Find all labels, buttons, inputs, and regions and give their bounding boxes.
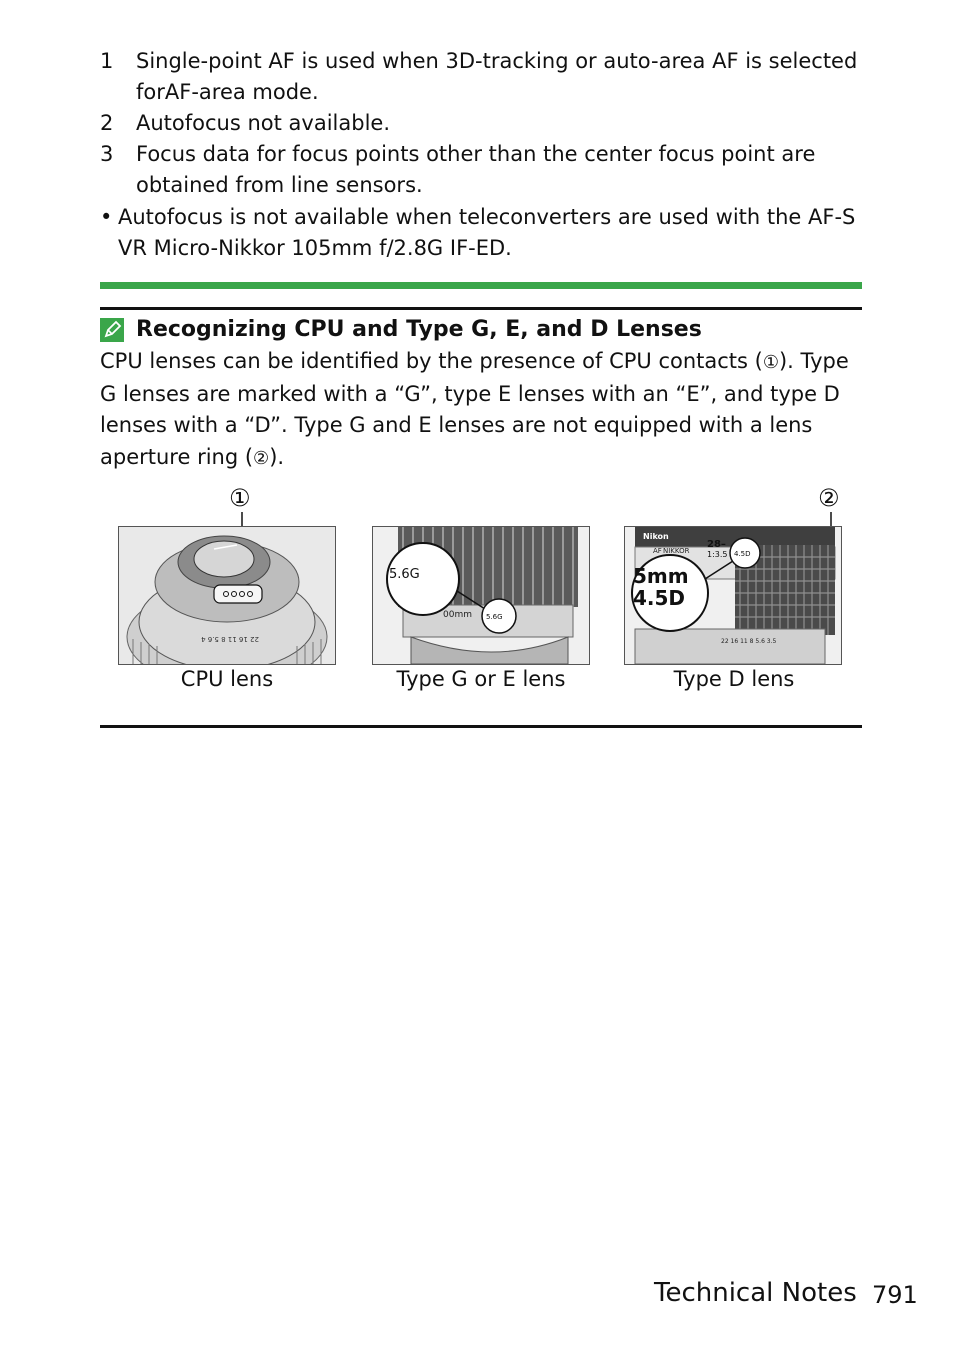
- type-g-lens-image: [372, 526, 590, 665]
- cpu-lens-image: [118, 526, 336, 665]
- caption-type-d-lens: Type D lens: [673, 667, 795, 691]
- page-number: 791: [872, 1281, 918, 1309]
- note-text-part: ). Type G lenses are marked with a “G”, type E lenses with an “E”, and type D lenses with a “D”. Type G and E lenses are not equipped with a lens aperture ring (: [100, 349, 849, 469]
- cpu-contacts-marker: ①: [762, 352, 779, 373]
- note-text-part: CPU lenses can be identified by the presence of CPU contacts (: [100, 349, 763, 373]
- type-d-series-af: AF: [653, 547, 662, 555]
- type-d-aperture-scale: 22 16 11 8 5.6 3.5: [721, 638, 777, 645]
- footer-section-title: Technical Notes: [654, 1278, 857, 1308]
- note-title: Recognizing CPU and Type G, E, and D Lenses: [136, 317, 702, 342]
- type-g-lens-illustration: [373, 527, 589, 664]
- footnote-number: 2: [100, 111, 114, 135]
- type-d-mark-large-bottom: 4.5D: [633, 586, 686, 610]
- type-d-aperture: 1:3.5: [707, 550, 728, 559]
- type-g-mark-small: 5.6G: [486, 613, 503, 621]
- cpu-lens-illustration: [119, 527, 335, 664]
- footnote-text: Single-point AF is used when 3D-tracking or auto-area AF is selected forAF-area mode.: [136, 49, 858, 104]
- callout-1: ①: [229, 484, 251, 512]
- caption-cpu-lens: CPU lens: [180, 667, 274, 691]
- type-d-series-nikkor: NIKKOR: [663, 547, 690, 555]
- footnote-number: 3: [100, 142, 114, 166]
- footnote-text: Autofocus not available.: [136, 111, 390, 135]
- type-d-mark-large-top: 5mm: [633, 564, 689, 588]
- note-bottom-rule: [100, 725, 862, 728]
- footnote-text: Focus data for focus points other than the center focus point are obtained from line sensors.: [136, 142, 816, 197]
- bullet-icon: •: [100, 205, 113, 229]
- type-d-lens-illustration: [625, 527, 841, 664]
- type-g-mark-large: 5.6G: [389, 567, 420, 582]
- cpu-lens-aperture-scale: 22 16 11 8 5.6 4: [201, 635, 259, 643]
- type-d-lens-image: [624, 526, 842, 665]
- callout-2: ②: [818, 484, 840, 512]
- type-d-mark-small: 4.5D: [734, 550, 751, 558]
- type-d-brand: Nikon: [643, 532, 669, 541]
- aperture-ring-marker: ②: [253, 447, 270, 469]
- type-g-focal-text: 00mm: [443, 610, 472, 620]
- caption-type-g-lens: Type G or E lens: [396, 667, 566, 691]
- footnote-number: 1: [100, 49, 114, 73]
- bullet-text: Autofocus is not available when teleconverters are used with the AF-S VR Micro-Nikkor 105mm f/2.8G IF-ED.: [118, 205, 856, 260]
- note-text-part: ).: [269, 444, 285, 469]
- type-d-focal: 28–: [707, 539, 726, 550]
